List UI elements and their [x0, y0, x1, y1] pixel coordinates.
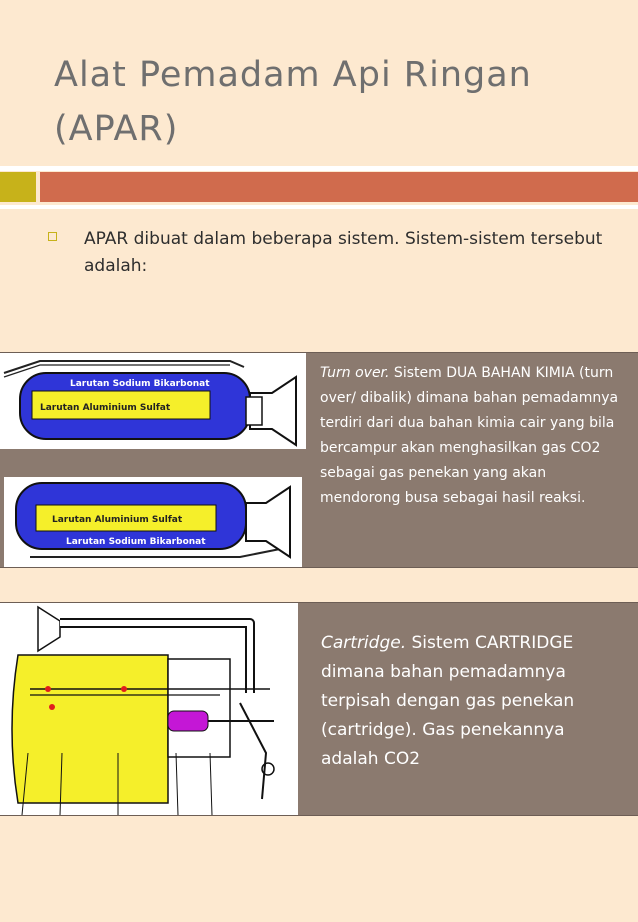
title-line-2: (APAR): [54, 109, 179, 149]
turn-over-extinguisher-diagram: [0, 353, 306, 567]
cartridge-panel: [0, 602, 638, 816]
cartridge-extinguisher-diagram: [0, 603, 298, 815]
square-bullet-icon: [48, 232, 57, 241]
divider-top: [0, 166, 638, 171]
turn-over-panel: [0, 352, 638, 568]
cartridge-desc: Sistem CARTRIDGE dimana bahan pemadamnya terpisah dengan gas penekan (cartridge). Gas penekannya adalah CO2: [321, 633, 575, 769]
top-label-outer: Larutan Sodium Bikarbonat: [70, 379, 210, 389]
turn-over-diagram: [0, 353, 306, 567]
accent-bar: [40, 172, 638, 202]
turn-over-desc: Sistem DUA BAHAN KIMIA (turn over/ dibalik) dimana bahan pemadamnya terdiri dari dua bahan kimia cair yang bila bercampur akan menghasilkan gas CO2 sebagai gas penekan yang akan mendorong busa sebagai hasil reaksi.: [320, 365, 619, 506]
turn-over-description: [320, 361, 630, 511]
accent-square: [0, 172, 36, 202]
bullet-item: [48, 226, 618, 280]
bottom-label-inner: Larutan Aluminium Sulfat: [52, 515, 183, 525]
bottom-label-outer: Larutan Sodium Bikarbonat: [66, 537, 206, 547]
divider-bottom: [0, 205, 638, 209]
title-line-1: Alat Pemadam Api Ringan: [54, 55, 532, 95]
turn-over-term: Turn over.: [320, 365, 390, 381]
top-label-inner: Larutan Aluminium Sulfat: [40, 403, 171, 413]
bullet-text: APAR dibuat dalam beberapa sistem. Sistem-sistem tersebut adalah:: [84, 229, 603, 276]
cartridge-term: Cartridge.: [321, 633, 407, 653]
cartridge-description: [321, 629, 621, 774]
page-title: [54, 48, 614, 156]
cartridge-diagram: [0, 603, 298, 815]
